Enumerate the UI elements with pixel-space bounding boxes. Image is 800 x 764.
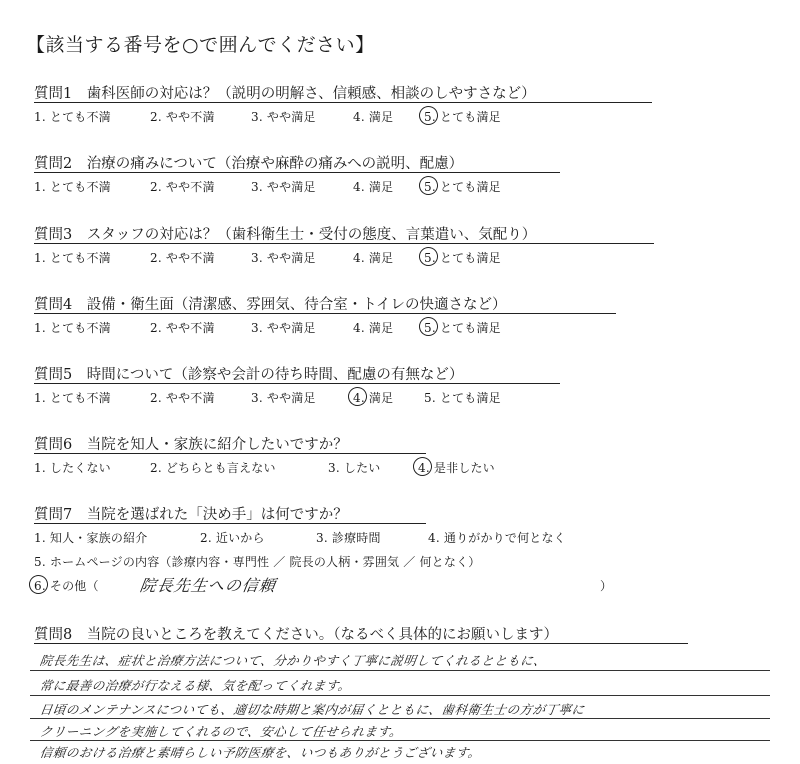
q7-option-5[interactable]: 5. ホームページの内容（診療内容・専門性 ／ 院長の人柄・雰囲気 ／ 何となく） — [34, 555, 481, 569]
question-4-underline — [34, 313, 616, 314]
q1-option-4[interactable]: 4. 満足 — [353, 110, 394, 124]
answer-rule-3 — [30, 718, 770, 719]
q2-option-1[interactable]: 1. とても不満 — [34, 180, 111, 194]
question-2: 質問2 治療の痛みについて（治療や麻酔の痛みへの説明、配慮） — [34, 156, 464, 172]
q3-option-5[interactable]: 5. とても満足 — [424, 251, 501, 265]
q1-option-5[interactable]: 5. とても満足 — [424, 110, 501, 124]
q5-option-3[interactable]: 3. やや満足 — [251, 391, 316, 405]
question-7: 質問7 当院を選ばれた「決め手」は何ですか？ — [34, 507, 348, 523]
q4-option-5[interactable]: 5. とても満足 — [424, 321, 501, 335]
q7-option-4[interactable]: 4. 通りがかりで何となく — [428, 531, 566, 545]
question-3-underline — [34, 243, 654, 244]
q4-option-1[interactable]: 1. とても不満 — [34, 321, 111, 335]
answer-line-1: 院長先生は、症状と治療方法について、分かりやすく丁寧に説明してくれるとともに、 — [38, 653, 548, 668]
q6-option-2[interactable]: 2. どちらとも言えない — [150, 461, 276, 475]
answer-rule-1 — [30, 670, 770, 671]
answer-line-4: クリーニングを実施してくれるので、安心して任せられます。 — [38, 724, 404, 739]
q3-option-4[interactable]: 4. 満足 — [353, 251, 394, 265]
question-5-underline — [34, 383, 560, 384]
q2-option-4[interactable]: 4. 満足 — [353, 180, 394, 194]
question-8: 質問8 当院の良いところを教えてください。（なるべく具体的にお願いします） — [34, 627, 558, 643]
question-6-underline — [34, 453, 426, 454]
q6-option-4[interactable]: 4. 是非したい — [418, 461, 495, 475]
q3-option-1[interactable]: 1. とても不満 — [34, 251, 111, 265]
q4-option-4[interactable]: 4. 満足 — [353, 321, 394, 335]
question-2-underline — [34, 172, 560, 173]
answer-line-5: 信頼のおける治療と素晴らしい予防医療を、いつもありがとうございます。 — [38, 745, 482, 760]
q3-option-2[interactable]: 2. やや不満 — [150, 251, 215, 265]
question-4: 質問4 設備・衛生面（清潔感、雰囲気、待合室・トイレの快適さなど） — [34, 297, 507, 313]
q5-option-5[interactable]: 5. とても満足 — [424, 391, 501, 405]
q7-option-3[interactable]: 3. 診療時間 — [316, 531, 381, 545]
q6-option-3[interactable]: 3. したい — [328, 461, 381, 475]
answer-line-2: 常に最善の治療が行なえる様、気を配ってくれます。 — [38, 678, 352, 693]
q2-option-2[interactable]: 2. やや不満 — [150, 180, 215, 194]
q1-option-2[interactable]: 2. やや不満 — [150, 110, 215, 124]
question-1: 質問1 歯科医師の対応は？（説明の明解さ、信頼感、相談のしやすさなど） — [34, 86, 536, 102]
q7-option-6-close: ） — [600, 579, 613, 593]
answer-line-3: 日頃のメンテナンスについても、適切な時期と案内が届くとともに、歯科衛生士の方が丁寧に — [38, 702, 586, 717]
question-5: 質問5 時間について（診察や会計の待ち時間、配慮の有無など） — [34, 367, 464, 383]
q2-option-5[interactable]: 5. とても満足 — [424, 180, 501, 194]
survey-title: 【該当する番号を○で囲んでください】 — [26, 34, 375, 56]
answer-rule-2 — [30, 695, 770, 696]
question-3: 質問3 スタッフの対応は？（歯科衛生士・受付の態度、言葉遣い、気配り） — [34, 227, 537, 243]
q1-option-3[interactable]: 3. やや満足 — [251, 110, 316, 124]
q5-option-2[interactable]: 2. やや不満 — [150, 391, 215, 405]
q4-option-2[interactable]: 2. やや不満 — [150, 321, 215, 335]
q7-option-2[interactable]: 2. 近いから — [200, 531, 265, 545]
q2-option-3[interactable]: 3. やや満足 — [251, 180, 316, 194]
q7-other-answer: 院長先生への信頼 — [138, 576, 278, 595]
q5-option-4[interactable]: 4. 満足 — [353, 391, 394, 405]
q7-option-1[interactable]: 1. 知人・家族の紹介 — [34, 531, 148, 545]
question-1-underline — [34, 102, 652, 103]
question-6: 質問6 当院を知人・家族に紹介したいですか？ — [34, 437, 348, 453]
q7-option-6[interactable]: 6. その他（ — [34, 579, 99, 593]
question-8-underline — [34, 643, 688, 644]
q3-option-3[interactable]: 3. やや満足 — [251, 251, 316, 265]
q5-option-1[interactable]: 1. とても不満 — [34, 391, 111, 405]
q4-option-3[interactable]: 3. やや満足 — [251, 321, 316, 335]
q1-option-1[interactable]: 1. とても不満 — [34, 110, 111, 124]
answer-rule-4 — [30, 740, 770, 741]
q6-option-1[interactable]: 1. したくない — [34, 461, 111, 475]
question-7-underline — [34, 523, 426, 524]
